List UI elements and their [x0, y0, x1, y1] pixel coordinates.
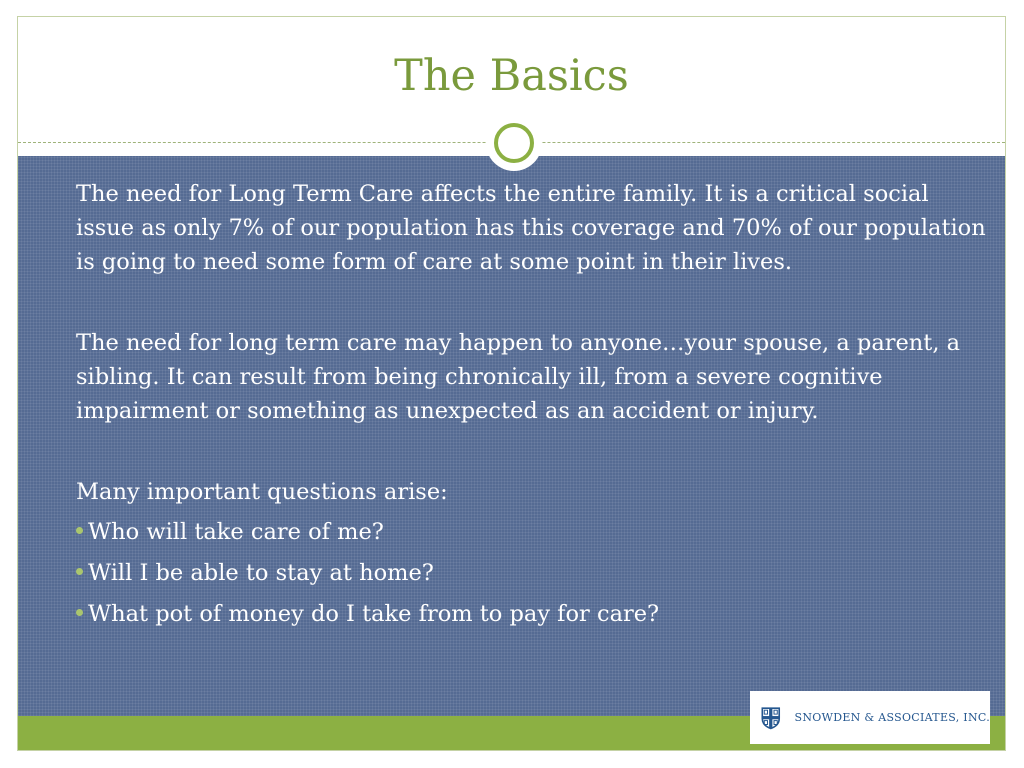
paragraph-questions-lead: Many important questions arise: [76, 479, 448, 505]
bullet-icon [76, 609, 83, 616]
paragraph-causes: The need for long term care may happen to anyone…your spouse, a parent, a sibling. It can result from being chronically ill, from a severe cognitive impairment or something as unexpected as an accident or injury. [76, 330, 961, 424]
list-item [76, 556, 986, 590]
slide-title: The Basics [394, 51, 629, 101]
company-name: SNOWDEN & ASSOCIATES, INC. [794, 711, 990, 724]
question-list [76, 515, 986, 631]
body-text [76, 177, 986, 638]
slide [17, 16, 1006, 751]
shield-cross-icon [761, 701, 781, 735]
list-item [76, 597, 986, 631]
bullet-icon [76, 527, 83, 534]
question-text: Who will take care of me? [88, 519, 384, 545]
divider-circle-icon [494, 123, 534, 163]
list-item [76, 515, 986, 549]
paragraph-intro: The need for Long Term Care affects the entire family. It is a critical social issue as only 7% of our population has this coverage and 70% of our population is going to need some form of care at some point in their lives. [76, 181, 986, 275]
bullet-icon [76, 568, 83, 575]
company-logo [750, 691, 990, 744]
question-text: What pot of money do I take from to pay for care? [88, 601, 660, 627]
question-text: Will I be able to stay at home? [88, 560, 434, 586]
